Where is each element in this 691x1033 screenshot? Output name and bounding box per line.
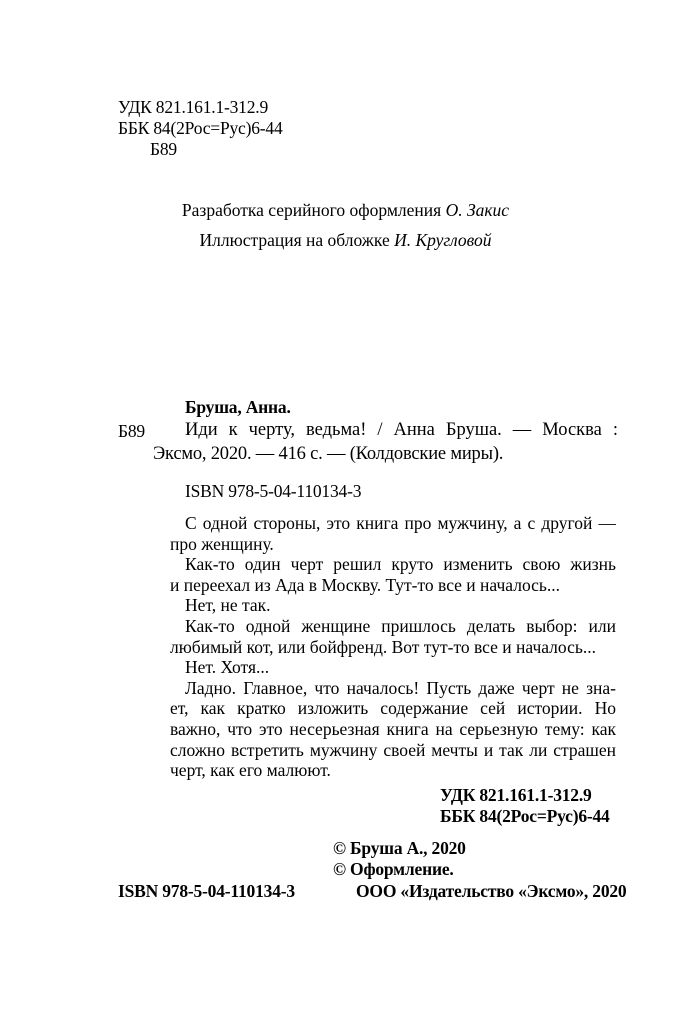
annotation-line: и переехал из Ада в Москву. Тут-то все и началось... xyxy=(170,574,560,595)
annotation-line: сложно встретить мужчину своей мечты и так ли страшен xyxy=(170,739,616,760)
annotation-line: ет, как кратко изложить содержание сей истории. Но xyxy=(170,698,616,719)
design-copyright: © Оформление. xyxy=(333,859,454,879)
annotation-line: любимый кот, или бойфренд. Вот тут-то все и началось... xyxy=(170,636,596,657)
annotation-line: Ладно. Главное, что началось! Пусть даже черт не зна- xyxy=(185,677,616,698)
description-line-2: Эксмо, 2020. — 416 с. — (Колдовские миры). xyxy=(153,444,504,464)
isbn-record: ISBN 978-5-04-110134-3 xyxy=(185,481,362,501)
series-designer-name: О. Закис xyxy=(445,200,510,220)
author-mark: Б89 xyxy=(118,421,145,441)
bbk-code-bottom: ББК 84(2Рос=Рус)6-44 xyxy=(440,806,610,826)
annotation-line: Как-то один черт решил круто изменить свою жизнь xyxy=(185,554,616,575)
bbk-code-top: ББК 84(2Рос=Рус)6-44 xyxy=(118,118,283,138)
author-mark-top: Б89 xyxy=(150,139,177,159)
series-design-prefix: Разработка серийного оформления xyxy=(181,200,446,220)
annotation-line: Как-то одной женщине пришлось делать выбор: или xyxy=(185,615,616,636)
cover-illustration-credit xyxy=(0,230,691,250)
cover-illustration-prefix: Иллюстрация на обложке xyxy=(199,230,395,250)
annotation-line: С одной стороны, это книга про мужчину, а с другой — xyxy=(185,513,616,533)
isbn-bottom: ISBN 978-5-04-110134-3 xyxy=(118,881,295,901)
udk-code-bottom: УДК 821.161.1-312.9 xyxy=(440,785,592,805)
annotation-line: черт, как его малюют. xyxy=(170,760,331,781)
annotation-line: Нет. Хотя... xyxy=(185,657,270,678)
description-line-1: Иди к черту, ведьма! / Анна Бруша. — Москва : xyxy=(185,420,618,440)
series-design-credit xyxy=(0,200,691,220)
author-heading: Бруша, Анна. xyxy=(185,397,291,417)
publisher-copyright: ООО «Издательство «Эксмо», 2020 xyxy=(356,881,627,901)
cover-illustrator-name: И. Кругловой xyxy=(394,230,492,250)
udk-code-top: УДК 821.161.1-312.9 xyxy=(118,97,269,117)
annotation-line: важно, что это несерьезная книга на серьезную тему: как xyxy=(170,718,616,739)
author-copyright: © Бруша А., 2020 xyxy=(333,838,466,858)
annotation-line: Нет, не так. xyxy=(185,595,271,616)
annotation-line: про женщину. xyxy=(170,533,274,554)
book-description xyxy=(185,418,618,442)
annotation xyxy=(170,513,616,781)
